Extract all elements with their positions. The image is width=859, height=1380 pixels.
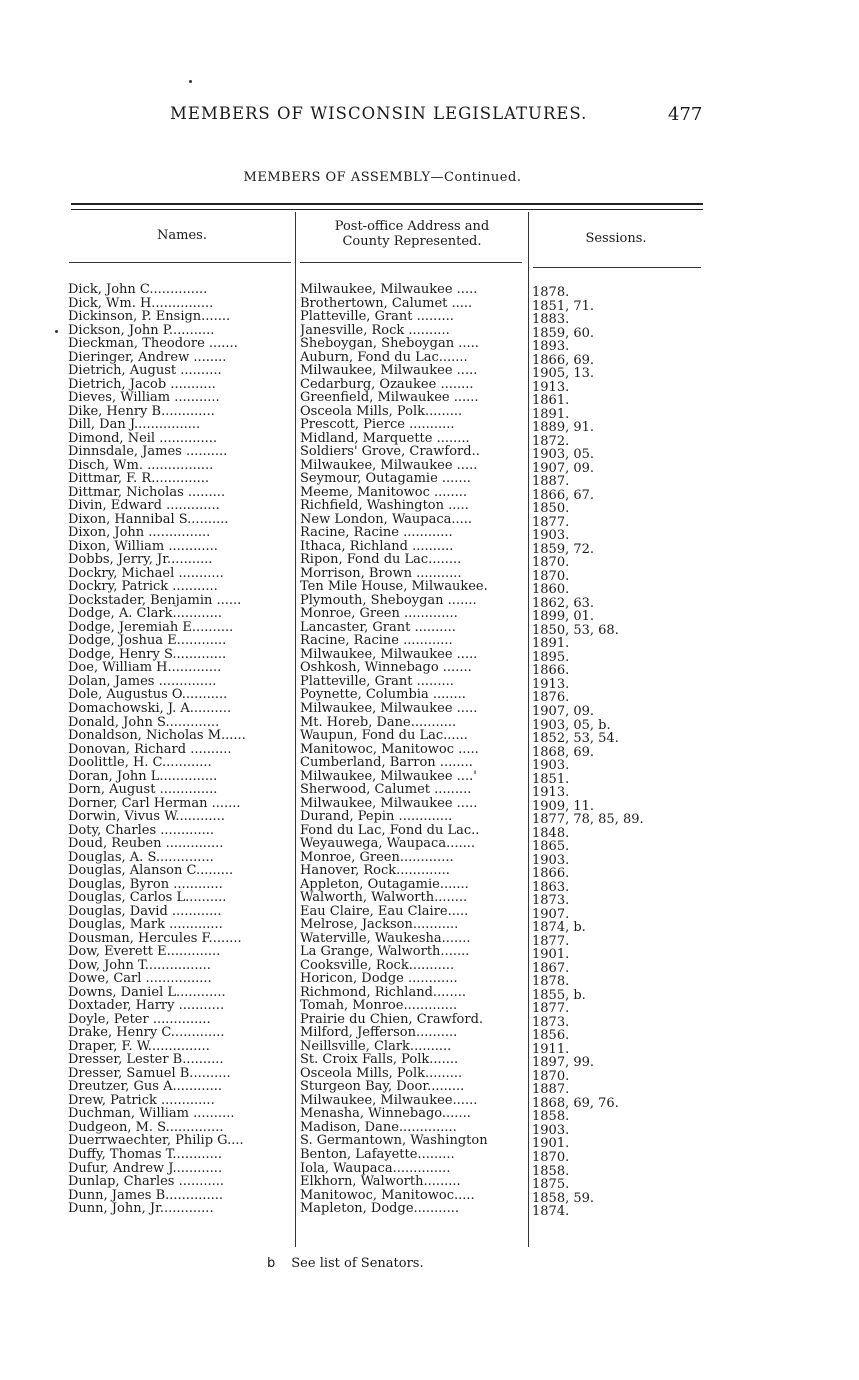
member-sessions: 1897, 99. — [532, 1055, 595, 1071]
member-address: Hanover, Rock............. — [300, 864, 450, 878]
column-header-sessions: Sessions. — [585, 231, 647, 246]
member-sessions: 1870. — [532, 568, 570, 584]
member-address: Benton, Lafayette......... — [300, 1148, 455, 1162]
table-top-rule-thin — [71, 209, 703, 210]
member-name: Disch, Wm. ................ — [68, 458, 214, 473]
member-sessions: 1850, 53, 68. — [532, 622, 619, 638]
member-name: Dickson, John P........... — [68, 323, 215, 338]
member-name: Dobbs, Jerry, Jr........... — [68, 553, 213, 567]
member-name: Duchman, William .......... — [68, 1107, 235, 1121]
member-name: Dixon, Hannibal S.......... — [68, 512, 229, 527]
column-header-address — [298, 219, 526, 249]
member-name: Dittmar, F. R.............. — [68, 472, 210, 486]
member-name: Dorwin, Vivus W............ — [68, 810, 225, 824]
member-name: Downs, Daniel L............ — [68, 985, 226, 1000]
member-name: Duffy, Thomas T............ — [68, 1148, 223, 1162]
member-sessions: 1878. — [532, 974, 570, 990]
member-address: Racine, Racine ............ — [300, 634, 453, 648]
member-address: Brothertown, Calumet ..... — [300, 296, 473, 311]
member-name: Dick, John C.............. — [68, 283, 208, 297]
member-sessions: 1863. — [532, 879, 570, 895]
member-name: Doud, Reuben .............. — [68, 837, 224, 851]
member-sessions: 1852, 53, 54. — [532, 731, 619, 747]
member-address: Walworth, Walworth........ — [300, 891, 468, 905]
member-address: Milwaukee, Milwaukee ..... — [300, 283, 478, 297]
member-sessions: 1865. — [532, 839, 570, 855]
member-address: Ithaca, Richland .......... — [300, 539, 454, 554]
column-header-address-line1: Post-office Address and — [334, 219, 490, 234]
member-sessions: 1877. — [532, 1001, 570, 1017]
member-sessions: 1872. — [532, 433, 570, 449]
member-name: Dodge, Jeremiah E.......... — [68, 620, 234, 635]
member-sessions: 1891. — [532, 406, 570, 422]
member-name: Dole, Augustus O........... — [68, 688, 228, 702]
member-sessions: 1891. — [532, 636, 570, 652]
member-address: Ripon, Fond du Lac........ — [300, 553, 462, 567]
member-name: Dorn, August .............. — [68, 783, 218, 797]
member-sessions: 1887. — [532, 474, 570, 490]
member-name: Douglas, Carlos L.......... — [68, 891, 227, 905]
member-name: Dousman, Hercules F........ — [68, 931, 242, 946]
member-sessions: 1859, 60. — [532, 325, 595, 341]
member-name: Dunlap, Charles ........... — [68, 1175, 225, 1189]
member-sessions: 1866. — [532, 866, 570, 882]
member-name: Doty, Charles ............. — [68, 823, 215, 838]
member-name: Dixon, William ............ — [68, 539, 218, 554]
member-sessions: 1876. — [532, 690, 570, 706]
member-sessions: 1867. — [532, 960, 570, 976]
member-name: Drake, Henry C............. — [68, 1026, 225, 1040]
member-name: Donaldson, Nicholas M...... — [68, 729, 246, 743]
footnote-marker: b — [267, 1256, 276, 1271]
member-sessions: 1913. — [532, 379, 570, 395]
member-name: Dufur, Andrew J............ — [68, 1161, 223, 1176]
member-sessions: 1877. — [532, 933, 570, 949]
member-sessions: 1895. — [532, 649, 570, 665]
member-name: Dudgeon, M. S.............. — [68, 1120, 224, 1135]
member-address: Iola, Waupaca.............. — [300, 1161, 451, 1176]
member-address: Monroe, Green ............. — [300, 607, 458, 621]
member-sessions: 1868, 69, 76. — [532, 1095, 619, 1111]
member-address: Milwaukee, Milwaukee ..... — [300, 458, 478, 473]
member-address: Sherwood, Calumet ......... — [300, 783, 472, 797]
member-sessions: 1907, 09. — [532, 703, 595, 719]
member-sessions: 1913. — [532, 785, 570, 801]
member-sessions: 1870. — [532, 1150, 570, 1165]
table-top-rule — [71, 203, 703, 205]
member-name: Dunn, John, Jr............. — [68, 1202, 214, 1216]
member-address: Durand, Pepin ............. — [300, 810, 453, 824]
member-name: Douglas, Byron ............ — [68, 877, 223, 892]
member-name: Douglas, David ............ — [68, 904, 222, 919]
member-address: Greenfield, Milwaukee ...... — [300, 391, 479, 405]
member-address: Eau Claire, Eau Claire..... — [300, 904, 469, 919]
member-address: Melrose, Jackson........... — [300, 918, 459, 932]
member-sessions: 1858. — [532, 1109, 570, 1125]
member-address: New London, Waupaca..... — [300, 512, 473, 527]
member-name: Doe, William H............. — [68, 661, 222, 675]
member-name: Dickinson, P. Ensign....... — [68, 310, 231, 324]
member-sessions: 1866. — [532, 663, 570, 679]
member-name: Dimond, Neil .............. — [68, 431, 218, 446]
section-title: MEMBERS OF ASSEMBLY—Continued. — [243, 170, 522, 185]
member-name: Dick, Wm. H............... — [68, 296, 214, 311]
member-address: S. Germantown, Washington — [300, 1134, 488, 1148]
member-sessions: 1887. — [532, 1082, 570, 1098]
member-address: Prairie du Chien, Crawford. — [300, 1012, 484, 1027]
running-title: MEMBERS OF WISCONSIN LEGISLATURES. — [170, 104, 588, 123]
member-name: Dreutzer, Gus A............ — [68, 1080, 223, 1094]
member-name: Douglas, A. S.............. — [68, 850, 214, 865]
print-speck — [55, 330, 58, 333]
member-sessions: 1874, b. — [532, 920, 586, 936]
member-address: Milwaukee, Milwaukee ....' — [300, 769, 477, 784]
member-sessions: 1913. — [532, 676, 570, 692]
member-address: Poynette, Columbia ........ — [300, 688, 466, 702]
member-sessions: 1870. — [532, 1068, 570, 1084]
member-name: Dodge, Joshua E............ — [68, 634, 227, 648]
member-address: Prescott, Pierce ........... — [300, 418, 455, 432]
member-address: Milwaukee, Milwaukee ..... — [300, 364, 478, 378]
member-address: Milford, Jefferson.......... — [300, 1026, 458, 1040]
member-sessions: 1903. — [532, 758, 570, 774]
member-address: Platteville, Grant ......... — [300, 674, 454, 689]
header-underline-sessions — [533, 267, 701, 268]
column-header-address-line2: County Represented. — [342, 234, 482, 249]
member-address: Fond du Lac, Fond du Lac.. — [300, 823, 480, 838]
member-name: Doxtader, Harry ........... — [68, 999, 225, 1013]
member-name: Doolittle, H. C............ — [68, 756, 212, 770]
member-address: Manitowoc, Manitowoc..... — [300, 1188, 475, 1203]
member-sessions: 1858, 59. — [532, 1190, 595, 1206]
member-sessions: 1855, b. — [532, 987, 586, 1003]
column-header-names: Names. — [157, 228, 207, 243]
member-address: Cedarburg, Ozaukee ........ — [300, 377, 474, 392]
member-address: Elkhorn, Walworth......... — [300, 1175, 461, 1189]
member-address: Appleton, Outagamie....... — [300, 877, 469, 892]
member-address: Mt. Horeb, Dane........... — [300, 715, 457, 730]
member-address: Waterville, Waukesha....... — [300, 931, 471, 946]
member-name: Dow, Everett E............. — [68, 945, 221, 959]
member-name: Domachowski, J. A.......... — [68, 701, 232, 716]
member-name: Douglas, Mark ............. — [68, 918, 223, 932]
member-address: Auburn, Fond du Lac....... — [300, 350, 468, 365]
member-address: Sturgeon Bay, Door......... — [300, 1080, 465, 1094]
member-address: Oshkosh, Winnebago ....... — [300, 661, 472, 675]
member-sessions: 1856. — [532, 1028, 570, 1044]
member-sessions: 1848. — [532, 825, 570, 841]
member-name: Dolan, James .............. — [68, 674, 217, 689]
member-name: Dodge, A. Clark............ — [68, 607, 223, 621]
member-sessions: 1877. — [532, 514, 570, 530]
member-sessions: 1862, 63. — [532, 595, 595, 611]
member-sessions: 1858. — [532, 1163, 570, 1179]
member-sessions: 1903. — [532, 528, 570, 544]
member-name: Dike, Henry B............. — [68, 404, 215, 419]
member-address: Waupun, Fond du Lac...... — [300, 729, 468, 743]
member-name: Dieckman, Theodore ....... — [68, 337, 238, 351]
member-sessions: 1861. — [532, 393, 570, 409]
member-sessions: 1901. — [532, 947, 570, 963]
member-sessions: 1850. — [532, 501, 570, 517]
member-address: Ten Mile House, Milwaukee. — [300, 580, 488, 594]
footnote-text: See list of Senators. — [291, 1256, 424, 1271]
member-sessions: 1875. — [532, 1177, 570, 1193]
member-name: Dresser, Samuel B.......... — [68, 1066, 231, 1081]
member-address: Morrison, Brown ........... — [300, 566, 462, 581]
member-name: Duerrwaechter, Philip G.... — [68, 1134, 244, 1148]
member-sessions: 1868, 69. — [532, 744, 595, 760]
member-address: Milwaukee, Milwaukee ..... — [300, 647, 478, 662]
column-divider-names — [295, 212, 296, 1247]
member-address: Madison, Dane.............. — [300, 1120, 457, 1135]
member-address: Lancaster, Grant .......... — [300, 620, 456, 635]
member-name: Dowe, Carl ................ — [68, 972, 212, 986]
member-sessions: 1907, 09. — [532, 460, 595, 476]
member-name: Dietrich, August .......... — [68, 364, 222, 378]
member-name: Dieringer, Andrew ........ — [68, 350, 227, 365]
member-name: Dieves, William ........... — [68, 391, 220, 405]
member-address: Platteville, Grant ......... — [300, 310, 454, 324]
member-address: Neillsville, Clark.......... — [300, 1039, 452, 1054]
member-sessions: 1901. — [532, 1136, 570, 1152]
member-sessions: 1907. — [532, 906, 570, 922]
member-sessions: 1883. — [532, 312, 570, 328]
member-sessions: 1873. — [532, 893, 570, 909]
member-address: Cooksville, Rock........... — [300, 958, 455, 973]
member-name: Dorner, Carl Herman ....... — [68, 796, 241, 811]
member-address: Midland, Marquette ........ — [300, 431, 470, 446]
member-name: Divin, Edward ............. — [68, 499, 220, 513]
member-sessions: 1851, 71. — [532, 298, 595, 314]
member-sessions: 1905, 13. — [532, 366, 595, 382]
member-address: Plymouth, Sheboygan ....... — [300, 593, 477, 608]
footnote — [267, 1256, 424, 1271]
member-sessions: 1903, 05. — [532, 447, 595, 463]
member-sessions: 1870. — [532, 555, 570, 571]
member-sessions: 1911. — [532, 1041, 570, 1057]
member-address: Horicon, Dodge ............ — [300, 972, 458, 986]
member-address: Milwaukee, Milwaukee ..... — [300, 701, 478, 716]
member-sessions: 1899, 01. — [532, 609, 595, 625]
member-sessions: 1851. — [532, 771, 570, 787]
member-name: Dunn, James B.............. — [68, 1188, 223, 1203]
member-address: Richmond, Richland........ — [300, 985, 466, 1000]
member-address: Osceola Mills, Polk......... — [300, 1066, 463, 1081]
member-sessions: 1903. — [532, 1122, 570, 1138]
member-address: Janesville, Rock .......... — [300, 323, 450, 338]
member-address: Sheboygan, Sheboygan ..... — [300, 337, 479, 351]
member-sessions: 1909, 11. — [532, 798, 595, 814]
member-name: Dodge, Henry S............. — [68, 647, 227, 662]
member-address: Milwaukee, Milwaukee ..... — [300, 796, 478, 811]
member-address: Osceola Mills, Polk......... — [300, 404, 463, 419]
member-sessions: 1859, 72. — [532, 541, 595, 557]
member-name: Dill, Dan J................ — [68, 418, 201, 432]
member-address: Manitowoc, Manitowoc ..... — [300, 742, 479, 757]
member-name: Drew, Patrick ............. — [68, 1093, 215, 1108]
member-name: Dresser, Lester B.......... — [68, 1053, 224, 1067]
member-name: Draper, F. W............... — [68, 1039, 210, 1054]
member-sessions: 1903. — [532, 852, 570, 868]
member-name: Dow, John T................ — [68, 958, 211, 973]
page-number: 477 — [668, 104, 703, 125]
member-name: Doran, John L.............. — [68, 769, 218, 784]
member-name: Donovan, Richard .......... — [68, 742, 232, 757]
print-speck — [189, 80, 192, 83]
member-address: Seymour, Outagamie ....... — [300, 472, 471, 486]
member-name: Donald, John S............. — [68, 715, 220, 730]
member-sessions: 1874. — [532, 1204, 570, 1220]
member-sessions: 1877, 78, 85, 89. — [532, 812, 644, 828]
member-sessions: 1903, 05, b. — [532, 717, 611, 733]
member-address: Monroe, Green............. — [300, 850, 454, 865]
member-name: Dittmar, Nicholas ......... — [68, 485, 226, 500]
member-sessions: 1866, 69. — [532, 352, 595, 368]
member-address: La Grange, Walworth....... — [300, 945, 470, 959]
column-divider-address — [528, 212, 529, 1247]
member-sessions: 1889, 91. — [532, 420, 595, 436]
member-address: Tomah, Monroe............. — [300, 999, 458, 1013]
member-address: Soldiers' Grove, Crawford.. — [300, 445, 480, 459]
member-name: Dockry, Patrick ........... — [68, 580, 218, 594]
member-address: Cumberland, Barron ........ — [300, 756, 473, 770]
member-address: Milwaukee, Milwaukee...... — [300, 1093, 478, 1108]
member-address: Racine, Racine ............ — [300, 526, 453, 540]
member-name: Dietrich, Jacob ........... — [68, 377, 216, 392]
member-sessions: 1866, 67. — [532, 487, 595, 503]
member-sessions: 1873. — [532, 1014, 570, 1030]
member-sessions: 1893. — [532, 339, 570, 355]
member-name: Douglas, Alanson C......... — [68, 864, 234, 878]
member-address: St. Croix Falls, Polk....... — [300, 1053, 459, 1067]
member-address: Meeme, Manitowoc ........ — [300, 485, 468, 500]
member-address: Richfield, Washington ..... — [300, 499, 469, 513]
member-name: Dockstader, Benjamin ...... — [68, 593, 242, 608]
member-address: Weyauwega, Waupaca....... — [300, 837, 476, 851]
member-name: Dixon, John ............... — [68, 526, 211, 540]
member-sessions: 1878. — [532, 285, 570, 300]
member-name: Doyle, Peter .............. — [68, 1012, 211, 1027]
member-address: Menasha, Winnebago....... — [300, 1107, 471, 1121]
header-underline-address — [300, 262, 522, 263]
member-name: Dinnsdale, James .......... — [68, 445, 228, 459]
member-address: Mapleton, Dodge........... — [300, 1202, 459, 1216]
member-name: Dockry, Michael ........... — [68, 566, 224, 581]
member-sessions: 1860. — [532, 582, 570, 598]
header-underline-names — [69, 262, 291, 263]
